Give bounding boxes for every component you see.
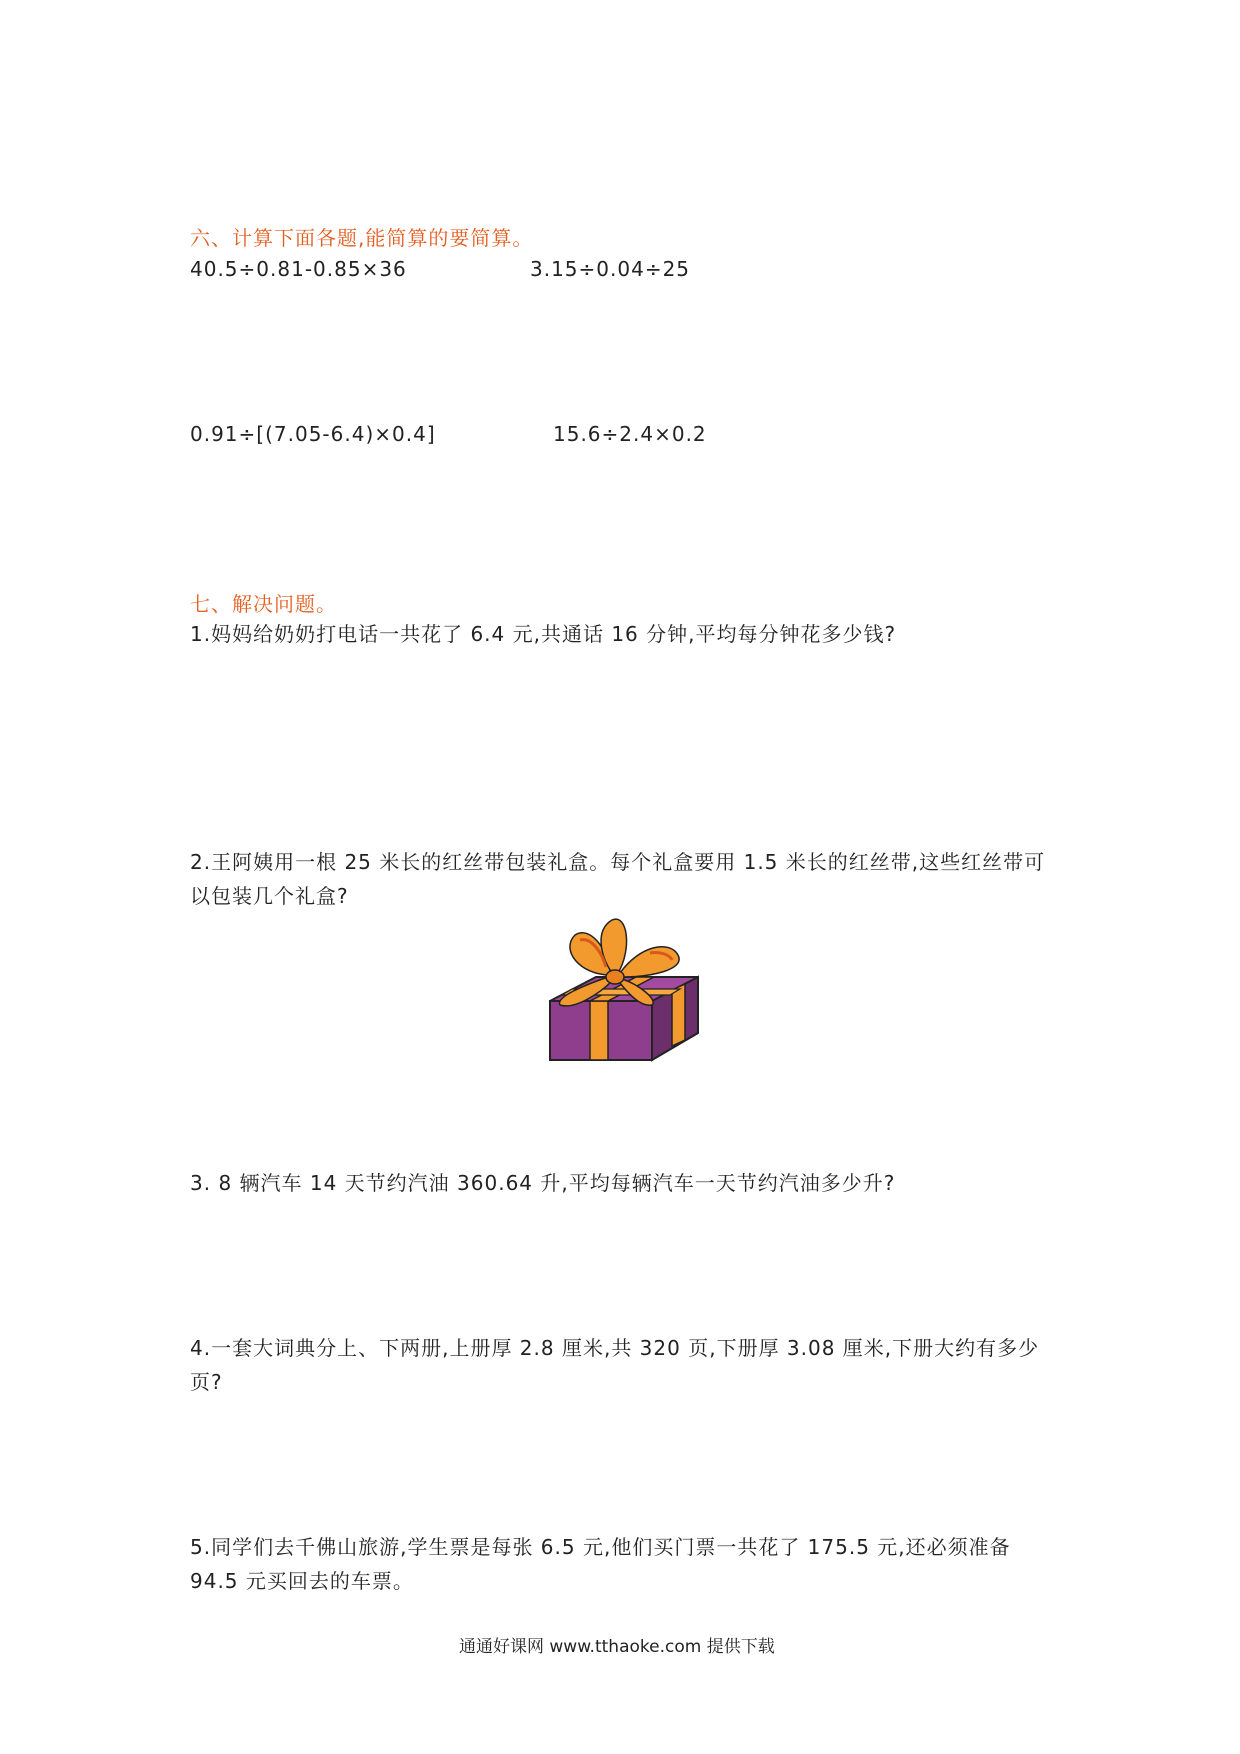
gift-box-icon xyxy=(540,915,705,1065)
footer-credit: 通通好课网 www.tthaoke.com 提供下载 xyxy=(459,1637,775,1657)
problem-1-line-1: 1.妈妈给奶奶打电话一共花了 6.4 元,共通话 16 分钟,平均每分钟花多少钱? xyxy=(190,622,897,646)
section-6-title: 六、计算下面各题,能简算的要简算。 xyxy=(190,226,534,250)
expression-2: 3.15÷0.04÷25 xyxy=(530,257,691,281)
problem-5-line-2: 94.5 元买回去的车票。 xyxy=(190,1569,414,1593)
problem-1 xyxy=(190,617,896,651)
problem-2 xyxy=(190,845,1045,913)
problem-5 xyxy=(190,1530,1011,1598)
problem-4-line-1: 4.一套大词典分上、下两册,上册厚 2.8 厘米,共 320 页,下册厚 3.08 厘米,下册大约有多少 xyxy=(190,1336,1040,1360)
problem-3 xyxy=(190,1166,895,1200)
problem-2-line-2: 以包装几个礼盒? xyxy=(190,884,349,908)
expression-1: 40.5÷0.81-0.85×36 xyxy=(190,257,407,281)
problem-4-line-2: 页? xyxy=(190,1370,223,1394)
problem-2-line-1: 2.王阿姨用一根 25 米长的红丝带包装礼盒。每个礼盒要用 1.5 米长的红丝带,这些红丝带可 xyxy=(190,850,1046,874)
problem-5-line-1: 5.同学们去千佛山旅游,学生票是每张 6.5 元,他们买门票一共花了 175.5 元,还必须准备 xyxy=(190,1535,1011,1559)
section-7-title: 七、解决问题。 xyxy=(190,592,337,616)
expression-3: 0.91÷[(7.05-6.4)×0.4] xyxy=(190,422,436,446)
expression-4: 15.6÷2.4×0.2 xyxy=(553,422,707,446)
problem-4 xyxy=(190,1331,1039,1399)
problem-3-line-1: 3. 8 辆汽车 14 天节约汽油 360.64 升,平均每辆汽车一天节约汽油多少升? xyxy=(190,1171,896,1195)
